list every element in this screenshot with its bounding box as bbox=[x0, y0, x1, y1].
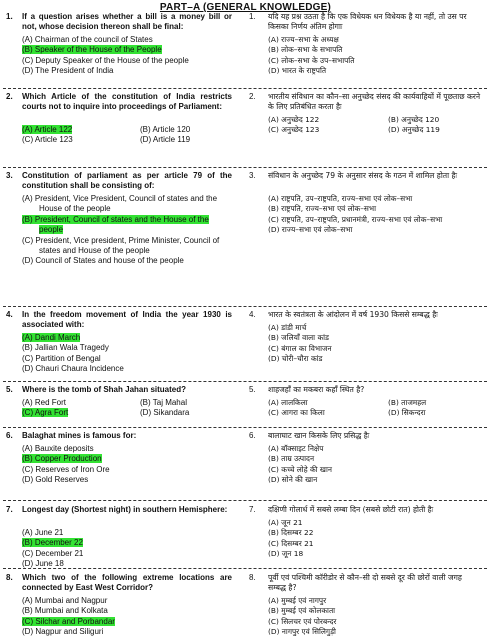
option-text: (A) जून 21 bbox=[268, 518, 303, 527]
question-stem: दक्षिणी गोलार्ध में सबसे लम्बा दिन (सबसे छोटी रात) होती हैः bbox=[268, 505, 434, 514]
question-stem: Which two of the following extreme locations are connected by East West Corridor? bbox=[22, 573, 232, 593]
question-number bbox=[249, 92, 256, 102]
question-number bbox=[6, 12, 13, 22]
answer-option-d bbox=[22, 627, 232, 637]
question-number-text: 1. bbox=[6, 12, 13, 21]
answer-option-a bbox=[22, 194, 232, 215]
option-text: (B) दिसम्बर 22 bbox=[268, 528, 314, 538]
answer-option-b bbox=[388, 398, 426, 408]
question-number-text: 3. bbox=[249, 171, 256, 180]
option-text: (D) Chauri Chaura Incidence bbox=[22, 364, 124, 374]
option-text: (C) लोक–सभा के उप–सभापति bbox=[268, 55, 355, 65]
answer-option-d bbox=[140, 408, 189, 418]
option-text: (B) जलियाँ वाला कांड bbox=[268, 333, 329, 343]
answer-option-a bbox=[22, 528, 232, 538]
answer-option-c bbox=[268, 125, 319, 135]
answer-option-d bbox=[268, 66, 482, 76]
answer-option-d bbox=[140, 135, 190, 145]
option-text: (C) Article 123 bbox=[22, 135, 73, 145]
option-text: (D) भारत के राष्ट्रपति bbox=[268, 66, 327, 76]
answer-option-b bbox=[140, 125, 190, 135]
option-text: (C) सिलचर एवं पोरबन्दर bbox=[268, 616, 337, 626]
answer-option-c bbox=[22, 354, 232, 364]
question-stem: In the freedom movement of India the year 1930 is associated with: bbox=[22, 310, 232, 330]
answer-option-c bbox=[268, 408, 325, 418]
question-divider bbox=[3, 88, 487, 89]
answer-option-a bbox=[268, 398, 308, 408]
question-number-text: 5. bbox=[6, 385, 13, 394]
answer-option-b bbox=[22, 215, 232, 236]
answer-option-b bbox=[268, 333, 482, 343]
option-text: (B) ताम्र उत्पादन bbox=[268, 454, 315, 464]
option-text: (B) राष्ट्रपति, राज्य–सभा एवं लोक–सभा bbox=[268, 204, 377, 214]
question-number-text: 6. bbox=[6, 431, 13, 440]
answer-option-a bbox=[22, 333, 232, 343]
option-text: (D) नागपुर एवं सिलिगुड़ी bbox=[268, 627, 336, 637]
question-number bbox=[6, 171, 13, 181]
option-text: (A) Dandi March bbox=[22, 333, 81, 342]
answer-option-a bbox=[22, 398, 66, 408]
question-divider bbox=[3, 167, 487, 168]
option-text: (D) Nagpur and Siliguri bbox=[22, 627, 104, 637]
answer-option-d bbox=[268, 475, 482, 485]
option-text: (B) अनुच्छेद 120 bbox=[388, 115, 440, 124]
answer-option-b bbox=[268, 45, 482, 55]
option-text: (A) Bauxite deposits bbox=[22, 444, 94, 453]
answer-option-b bbox=[22, 454, 232, 464]
answer-option-d bbox=[388, 408, 426, 418]
question-number bbox=[249, 505, 256, 515]
answer-option-a bbox=[268, 194, 482, 204]
answer-option-b bbox=[268, 204, 482, 214]
question-stem: भारतीय संविधान का कौन–सा अनुच्छेद संसद की कार्यवाहियों में पूछताछ करने के लिए प्रतिबंधित करता हैः bbox=[268, 92, 481, 112]
answer-option-c bbox=[22, 408, 68, 418]
option-text: (A) मुम्बई एवं नागपुर bbox=[268, 596, 327, 605]
question-stem: Where is the tomb of Shah Jahan situated? bbox=[22, 385, 187, 394]
question-stem: संविधान के अनुच्छेद 79 के अनुसार संसद के गठन में शामिल होता हैः bbox=[268, 171, 458, 180]
answer-option-c bbox=[268, 344, 482, 354]
answer-option-c bbox=[268, 617, 482, 627]
question-stem: भारत के स्वतंत्रता के आंदोलन में वर्ष 1930 किससे सम्बद्ध हैः bbox=[268, 310, 438, 319]
answer-option-b bbox=[140, 398, 187, 408]
option-text: (C) December 21 bbox=[22, 548, 84, 558]
option-text: (B) Jallian Wala Tragedy bbox=[22, 343, 109, 353]
question-number bbox=[249, 385, 256, 395]
question-number bbox=[249, 12, 256, 22]
answer-option-b bbox=[388, 115, 439, 125]
question-number bbox=[249, 573, 256, 583]
option-text: (A) लालकिला bbox=[268, 398, 308, 407]
answer-option-c bbox=[22, 549, 232, 559]
question-number-text: 6. bbox=[249, 431, 256, 440]
answer-option-a bbox=[268, 518, 482, 528]
option-text: (C) दिसम्बर 21 bbox=[268, 538, 314, 548]
question-number bbox=[6, 385, 13, 395]
question-number bbox=[6, 92, 13, 102]
question-number bbox=[249, 310, 256, 320]
question-stem: Which Article of the constitution of India restricts courts not to inquire into proceedings of Parliament: bbox=[22, 92, 232, 112]
answer-option-a bbox=[268, 35, 482, 45]
question-number bbox=[6, 573, 13, 583]
answer-option-d bbox=[22, 66, 232, 76]
question-stem: Constitution of parliament as per article 79 of the constitution shall be consisting of: bbox=[22, 171, 232, 191]
option-text: (A) President, Vice President, Council of states and the House of the people bbox=[22, 194, 218, 214]
question-number-text: 4. bbox=[249, 310, 256, 319]
answer-option-d bbox=[268, 225, 482, 235]
option-text: (D) जून 18 bbox=[268, 549, 304, 559]
option-text: (C) अनुच्छेद 123 bbox=[268, 125, 320, 135]
option-text: (A) राष्ट्रपति, उप–राष्ट्रपति, राज्य–सभा एवं लोक–सभा bbox=[268, 194, 413, 203]
option-text: (D) Article 119 bbox=[140, 135, 191, 145]
option-text: (A) डांडी मार्च bbox=[268, 323, 307, 332]
question-stem: If a question arises whether a bill is a money bill or not, whose decision thereon shall be final: bbox=[22, 12, 232, 32]
answer-option-a bbox=[268, 444, 482, 454]
question-stem: बालाघाट खान किसके लिए प्रसिद्ध हैः bbox=[268, 431, 370, 440]
answer-option-b bbox=[268, 454, 482, 464]
answer-option-c bbox=[268, 215, 482, 225]
answer-option-a bbox=[268, 323, 482, 333]
question-stem: Longest day (Shortest night) in southern Hemisphere: bbox=[22, 505, 228, 514]
question-number-text: 7. bbox=[249, 505, 256, 514]
option-text: (C) कच्चे लोहे की खान bbox=[268, 464, 332, 474]
option-text: (C) Agra Fort bbox=[22, 408, 69, 418]
question-number-text: 1. bbox=[249, 12, 256, 21]
answer-option-d bbox=[22, 256, 232, 266]
question-number bbox=[249, 171, 256, 181]
question-number bbox=[249, 431, 256, 441]
answer-option-a bbox=[268, 596, 482, 606]
option-text: (C) Partition of Bengal bbox=[22, 353, 101, 363]
question-divider bbox=[3, 306, 487, 307]
option-text: (B) Taj Mahal bbox=[140, 398, 187, 407]
option-text: (A) Red Fort bbox=[22, 398, 67, 407]
answer-option-a bbox=[22, 596, 232, 606]
question-number-text: 4. bbox=[6, 310, 13, 319]
answer-option-c bbox=[22, 617, 232, 627]
option-text: (A) June 21 bbox=[22, 528, 64, 537]
question-number bbox=[6, 431, 13, 441]
answer-option-b bbox=[268, 528, 482, 538]
answer-option-d bbox=[268, 627, 482, 637]
answer-option-d bbox=[268, 549, 482, 559]
option-text: (D) चोरी–चौरा कांड bbox=[268, 354, 323, 364]
option-text: (A) अनुच्छेद 122 bbox=[268, 115, 320, 124]
question-divider bbox=[3, 500, 487, 501]
option-text: (C) President, Vice president, Prime Minister, Council of states and House of the people bbox=[22, 235, 220, 255]
answer-option-b bbox=[268, 606, 482, 616]
option-text: (B) लोक–सभा के सभापति bbox=[268, 45, 343, 55]
option-text: (C) Reserves of Iron Ore bbox=[22, 464, 110, 474]
option-text: (B) President, Council of states and the House of the people bbox=[22, 214, 209, 235]
answer-option-d bbox=[22, 475, 232, 485]
option-text: (A) राज्य–सभा के अध्यक्ष bbox=[268, 35, 339, 44]
option-text: (D) अनुच्छेद 119 bbox=[388, 125, 440, 135]
question-divider bbox=[3, 381, 487, 382]
answer-option-c bbox=[268, 56, 482, 66]
question-divider bbox=[3, 427, 487, 428]
answer-option-d bbox=[22, 364, 232, 374]
option-text: (B) ताजमहल bbox=[388, 398, 427, 407]
option-text: (C) बंगाल का विभाजन bbox=[268, 343, 332, 353]
option-text: (D) Sikandara bbox=[140, 408, 190, 418]
question-number bbox=[6, 310, 13, 320]
option-text: (D) सिकन्दरा bbox=[388, 408, 426, 418]
question-stem: शाहजहाँ का मकबरा कहाँ स्थित है? bbox=[268, 385, 365, 394]
question-stem: Balaghat mines is famous for: bbox=[22, 431, 137, 440]
answer-option-b bbox=[22, 45, 232, 55]
answer-option-c bbox=[22, 135, 73, 145]
option-text: (A) Article 122 bbox=[22, 125, 73, 134]
answer-option-c bbox=[22, 236, 232, 257]
option-text: (C) Silchar and Porbandar bbox=[22, 616, 115, 626]
answer-option-c bbox=[268, 465, 482, 475]
answer-option-b bbox=[22, 606, 232, 616]
answer-option-d bbox=[22, 559, 232, 569]
answer-option-c bbox=[268, 539, 482, 549]
question-number-text: 7. bbox=[6, 505, 13, 514]
answer-option-a bbox=[268, 115, 319, 125]
answer-option-d bbox=[388, 125, 440, 135]
option-text: (B) Mumbai and Kolkata bbox=[22, 606, 108, 616]
question-number bbox=[6, 505, 13, 515]
option-text: (B) Copper Production bbox=[22, 454, 102, 464]
answer-option-b bbox=[22, 343, 232, 353]
answer-option-d bbox=[268, 354, 482, 364]
option-text: (D) Council of States and house of the people bbox=[22, 256, 184, 266]
option-text: (A) Mumbai and Nagpur bbox=[22, 596, 108, 605]
answer-option-b bbox=[22, 538, 232, 548]
question-number-text: 5. bbox=[249, 385, 256, 394]
question-stem: यदि यह प्रश्न उठता है कि एक विधेयक धन विधेयक है या नहीं, तो उस पर किसका निर्णय अंतिम होगाः bbox=[268, 12, 467, 32]
answer-option-a bbox=[22, 125, 72, 135]
question-stem: पूर्वी एवं पश्चिमी कॉरीडोर से कौन–सी दो सबसे दूर की छोरों वाली जगह सम्बद्ध है? bbox=[268, 573, 462, 593]
question-number-text: 8. bbox=[6, 573, 13, 582]
option-text: (C) Deputy Speaker of the House of the people bbox=[22, 55, 189, 65]
option-text: (B) December 22 bbox=[22, 538, 83, 548]
question-number-text: 3. bbox=[6, 171, 13, 180]
option-text: (A) बॉक्साइट निक्षेप bbox=[268, 444, 324, 453]
option-text: (D) June 18 bbox=[22, 559, 64, 569]
answer-option-c bbox=[22, 56, 232, 66]
option-text: (D) The President of India bbox=[22, 66, 114, 76]
answer-option-c bbox=[22, 465, 232, 475]
option-text: (C) राष्ट्रपति, उप–राष्ट्रपति, प्रधानमंत्री, राज्य–सभा एवं लोक–सभा bbox=[268, 214, 443, 224]
answer-option-a bbox=[22, 444, 232, 454]
option-text: (B) मुम्बई एवं कोलकाता bbox=[268, 606, 336, 616]
option-text: (A) Chairman of the council of States bbox=[22, 35, 153, 44]
option-text: (B) Article 120 bbox=[140, 125, 191, 134]
page-title: PART–A (GENERAL KNOWLEDGE) bbox=[159, 2, 332, 13]
question-number-text: 2. bbox=[6, 92, 13, 101]
option-text: (B) Speaker of the House of the People bbox=[22, 45, 162, 55]
option-text: (D) Gold Reserves bbox=[22, 475, 89, 485]
question-number-text: 2. bbox=[249, 92, 256, 101]
question-number-text: 8. bbox=[249, 573, 256, 582]
option-text: (D) सोने की खान bbox=[268, 475, 318, 485]
option-text: (D) राज्य–सभा एवं लोक–सभा bbox=[268, 225, 353, 235]
option-text: (C) आगरा का किला bbox=[268, 408, 325, 418]
answer-option-a bbox=[22, 35, 232, 45]
